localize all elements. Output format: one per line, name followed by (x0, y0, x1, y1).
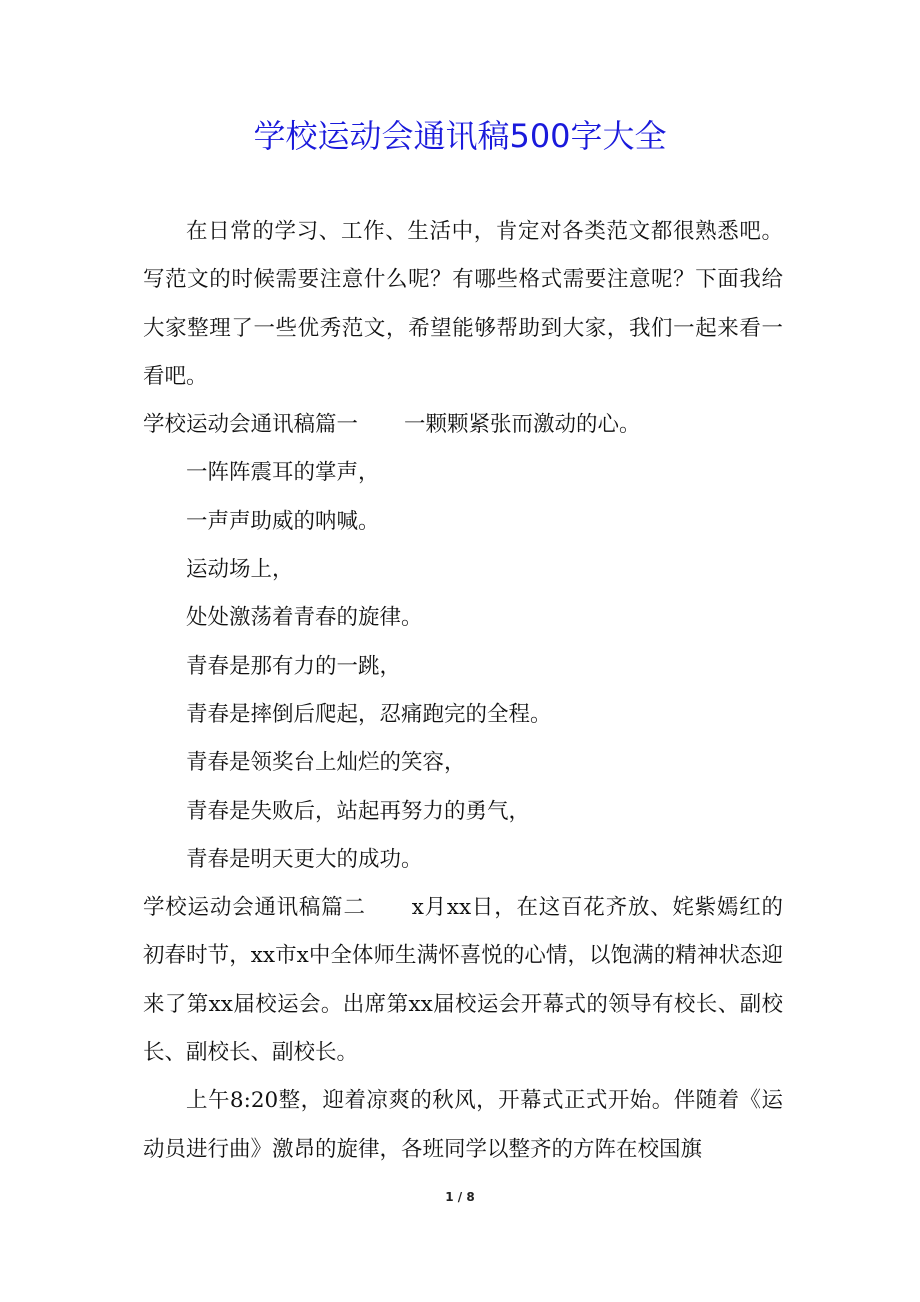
poem-line: 青春是那有力的一跳， (186, 653, 402, 679)
poem-line: 青春是失败后，站起再努力的勇气， (186, 798, 531, 824)
section2-heading: 学校运动会通讯稿篇二 (143, 895, 366, 921)
poem-line: 一声声助威的呐喊。 (186, 508, 380, 534)
section2-text-1: x月xx日，在这百花齐放、姹紫嫣红的初春时节，xx市x中全体师生满怀喜悦的心情，以饱满的精神状态迎来了第xx届校运会。出席第xx届校运会开幕式的领导有校长、副校长、副校长、副校长。 (143, 895, 783, 1066)
section2-paragraph-2: 上午8:20整，迎着凉爽的秋风，开幕式正式开始。伴随着《运动员进行曲》激昂的旋律，各班同学以整齐的方阵在校国旗 (143, 1088, 783, 1162)
poem-line: 青春是明天更大的成功。 (186, 846, 423, 872)
poem-line: 运动场上， (186, 557, 294, 583)
document-title: 学校运动会通讯稿500字大全 (253, 117, 667, 155)
poem-line: 青春是摔倒后爬起，忍痛跑完的全程。 (186, 701, 552, 727)
section2-paragraph-1 (143, 884, 783, 1077)
section1-heading: 学校运动会通讯稿篇一 (143, 412, 359, 438)
section1-first-line: 一颗颗紧张而激动的心。 (404, 412, 641, 438)
page-number: 1 / 8 (445, 1190, 475, 1204)
intro-paragraph: 在日常的学习、工作、生活中，肯定对各类范文都很熟悉吧。写范文的时候需要注意什么呢？有哪些格式需要注意呢？下面我给大家整理了一些优秀范文，希望能够帮助到大家，我们一起来看一看吧。 (143, 219, 783, 389)
poem-line: 青春是领奖台上灿烂的笑容， (186, 750, 466, 776)
document-body (143, 208, 783, 1174)
poem-line: 处处激荡着青春的旋律。 (186, 605, 423, 631)
poem-line: 一阵阵震耳的掌声， (186, 460, 380, 486)
section1-heading-line (143, 401, 783, 449)
